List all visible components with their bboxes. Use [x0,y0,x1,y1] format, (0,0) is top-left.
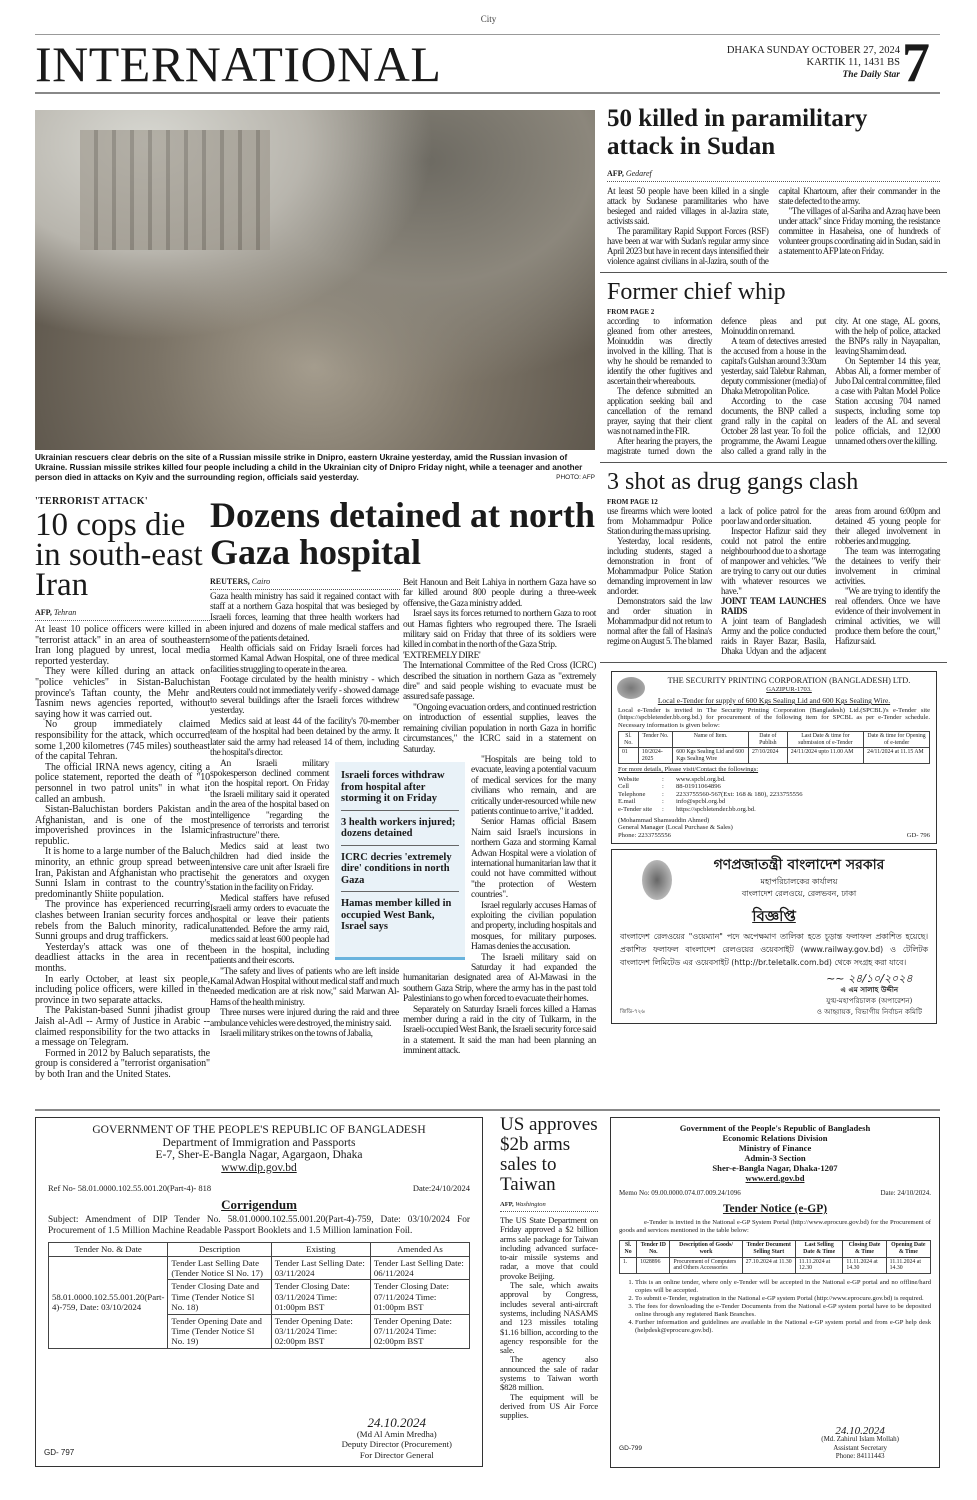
ad-web: www.erd.gov.bd [745,1173,805,1183]
article-body [607,506,940,656]
paragraph: A joint team of Bangladesh Army and the police conducted raids in Rayer Bazar, Basila, Dhaka Udyan and the adjacent areas from around 6:00pm and detained 45 young people for their alleged involvement in robberies and mugging. [721,506,940,656]
signer: (Mohammad Shamsuddin Ahmed) [618,816,710,824]
memo-row [619,1189,931,1197]
designation: Assistant Secretary [833,1443,888,1452]
headline: US approves $2b arms sales to Taiwan [500,1114,598,1195]
paragraph: Yesterday's attack was one of the deadliest attacks in the area in recent months. [35,941,210,974]
photo-caption [35,453,595,483]
paragraph: The paramilitary Rapid Support Forces (RSF) have been at war with Sudan's regular army since April 2023 but have in recent days intensified their violence against civilians in al-Jazira, south of the capital Khartoum, after their commander in the state defected to the army. [607,186,940,266]
ad-intro: Local e-Tender is invited in The Security Printing Corporation (Bangladesh) Ltd.(SPCBL)'s e-Tender site (https://spcbletender.bb.org.bd.) for procurement of the following item for SPCBL as per e-Tender schedule. Necessary information is given below: [618,706,930,729]
ad-title: Local e-Tender for supply of 600 Kgs Sealing Lid and 600 Kgs Sealing Wire. [657,696,891,706]
paragraph: "We are trying to identify the real offenders. Once we have evidence of their involvement in criminal activities, we will produce them before the court," Hafizur said. [835,586,940,646]
note-item: 4. Further information and guidelines are available in the National e-GP system portal and from e-GP help desk (helpdesk@eprocure.gov.bd). [635,1319,931,1335]
paragraph: Demonstrators said the law and order situation in Mohammadpur did not return to normal after the fall of Hasina's regime on August 5. The blamed a lack of police patrol for the poor law and order situation. [607,506,826,646]
ad-subject: Subject: Amendment of DIP Tender No. 58.01.0000.102.55.001.20(Part-4)-759, Date: 03/10/2024 For Procurement of 1.5 Million Machine Readable Passport Booklets and 1.5 Million lamination Foil. [48,1215,470,1236]
agency: AFP, [35,608,52,617]
subhead: 'EXTREMELY DIRE' [403,650,481,661]
contact-row [618,783,930,791]
ad-city: GAZIPUR-1703. [766,685,812,693]
headline: Former chief whip [607,279,786,305]
contact-field: info@spcbl.org.bd [676,798,726,806]
table-cell: 24/11/2024 at 11.15 AM [864,748,930,764]
dateline-place: Cairo [251,577,271,586]
ad-title: Tender Notice (e-GP) [722,1203,828,1215]
table-header: Description [168,1243,271,1256]
article-sudan [607,105,940,266]
table-cell: Tender Last Selling Date (Tender Notice Sl No. 17) [168,1256,271,1280]
paragraph: The US State Department on Friday approved a $2 billion arms sale package for Taiwan including advanced surface-to-air missile systems and radar, a move that could provoke Beijing. [500,1215,598,1281]
note-item: 1. This is an online tender, where only e-Tender will be accepted in the National e-GP portal and no offline/hard copies will be accepted. [635,1279,931,1295]
ad-section: Admin-3 Section [744,1153,806,1163]
paragraph: It is home to a large number of the Baluch minority, an ethnic group spread between Iran, Pakistan and Afghanistan who practise Sunni Islam in contrast to the country's predominantly Shiite population. [35,846,210,900]
ad-address: বাংলাদেশ রেলওয়ে, রেলভবন, ঢাকা [741,889,857,899]
paragraph: "The villages of al-Sariha and Azraq have been under attack" since Friday morning, the resistance committee in Hasaheisa, one of hundreds of volunteer groups coordinating aid in Sudan, said in a statement to AFP late on Friday. [778,206,940,256]
table-header: Existing [271,1243,370,1256]
note-item: 3. The fees for downloading the e-Tender Documents from the National e-GP system portal have to be deposited online through any registered Bank Branches. [635,1303,931,1319]
paragraph: A team of detectives arrested the accused from a house in the capital's Gulshan around 3:30am yesterday, said Talebur Rahman, deputy commissioner (media) of Dhaka Metropolitan Police. [721,336,826,396]
paragraph: Formed in 2012 by Baluch separatists, the group is considered a "terrorist organisation" by both Iran and the United States. [35,1047,210,1080]
article-body [607,186,940,266]
ad-railway-notice [611,849,937,1024]
table-cell: Tender Last Selling Date: 03/11/2024 [271,1256,370,1280]
paragraph: Yesterday, local residents, including students, staged a demonstration in front of Mohammadpur Police Station demanding improvement in law and order. [607,536,712,596]
paragraph: The team was interrogating the detainees to verify their involvement in criminal activities. [835,546,940,586]
kicker: 'TERRORIST ATTACK' [35,496,148,507]
table-cell: 27.10.2024 at 11.30 [742,1257,795,1274]
spcbl-emblem-icon [617,677,645,699]
table-cell: Tender Opening Date and Time (Tender Notice Sl No. 19) [168,1314,271,1348]
paragraph: The sale, which awaits approval by Congress, includes several anti-aircraft systems, including NASAMS and 123 missiles totaling $1.16 billion, according to the agency responsible for the sale. [500,1280,598,1356]
ref-no: Ref No- 58.01.0000.102.55.001.20(Part-4)- 818 [48,1183,212,1193]
signature-block [821,1424,899,1461]
ad-office: মহাপরিচালকের কার্যালয় [760,877,838,887]
article-iran [35,496,210,1081]
tender-table [619,1240,931,1274]
table-cell: Procurement of Computers and Others Accessories [670,1257,742,1274]
table-cell: 10/2024-2025 [638,748,672,764]
table-cell: 1028896 [637,1257,670,1274]
paragraph: use firearms which were looted from Mohammadpur Police Station during the mass uprising. [607,506,712,536]
dateline-place: Washington [515,1201,546,1208]
designation: General Manager (Local Purchase & Sales) [618,824,733,832]
divider [600,662,947,663]
sidebar-highlight: Israeli forces withdraw from hospital after storming it on Friday [341,767,459,811]
table-cell: Tender Closing Date and Time (Tender Notice Sl No. 18) [168,1280,271,1314]
paragraph: At least 50 people have been killed in a single attack by Sudanese paramilitaries who have besieged and raided villages in al-Jazira state, activists said. [607,186,769,226]
signature-scribble: ~~ ২৪/১০/২০২৪ [826,972,913,986]
article-body [500,1216,598,1421]
bangla-date: KARTIK 11, 1431 BS [806,57,900,68]
subhead: JOINT TEAM LAUNCHES RAIDS [721,596,826,616]
ad-title: Corrigendum [221,1197,297,1212]
ad-division: Economic Relations Division [722,1133,828,1143]
paragraph: The Pakistan-based Sunni jihadist group Jaish al-Adl -- Army of Justice in Arabic -- claimed responsibility for the two attacks in a message on Telegram. [35,1005,210,1049]
table-header: Last Selling Date & Time [795,1241,842,1258]
paragraph: "The safety and lives of patients who are left inside Kamal Adwan Hospital without medical staff and much needed medication are at risk now," said Marwan Al-Hams of the health ministry. [210,966,399,1008]
paragraph: They were killed during an attack on "police vehicles" in Sistan-Baluchistan province's Taftan county, the Mehr and Tasnim news agencies reported, without saying how it was carried out. [35,666,210,720]
table-cell: Tender Closing Date: 03/11/2024 Time: 01:00pm BST [271,1280,370,1314]
paragraph: The defence submitted an application seeking bail and cancellation of the remand prayer, saying that their client was not named in the FIR. [607,386,712,436]
photo-credit: PHOTO: AFP [556,474,595,481]
article-body [607,316,940,456]
paragraph: At least 10 police officers were killed in a "terrorist attack" in an area of southeastern Iran long plagued by unrest, local media reported yesterday. [35,624,210,667]
from-page: FROM PAGE 2 [607,308,655,316]
headline: 3 shot as drug gangs clash [607,469,859,495]
article-drug-gangs [607,469,940,656]
byline [210,577,400,590]
for-director: For Director General [359,1449,434,1460]
paragraph: Gaza health ministry has said it regained contact with staff at a northern Gaza hospital that was besieged by Israeli forces, learning that three health workers had been injured and dozens of male medical staffers and some of the patients detained. [210,592,399,644]
contact-field: : [662,775,664,783]
headline: 10 cops die in south-east Iran [35,507,203,603]
table-header: Last Date & time for submission of e-Tender [787,732,863,748]
paragraph: The Israeli military said on Saturday it had expanded the humanitarian designated area of Al-Mawasi in the southern Gaza Strip, where the army has in the past told Palestinians to go when forced to evacuate their homes. [403,952,596,1005]
corrigendum-table [48,1242,470,1349]
paragraph: Medics said at least 44 of the facility's 70-member team of the hospital had been detained by the army. It later said the army had released 14 of them, including the hospital's director. [210,716,399,759]
dateline-place: Gedaref [625,169,652,178]
paragraph: In early October, at least six people, including police officers, were killed in the province in two separate attacks. [35,973,210,1006]
paragraph: According to the case documents, the BNP called a grand rally in the capital on October 28 last year. To foil the programme, the Awami League also called a grand rally in the city. At one stage, AL goons, with the help of police, attacked the BNP's rally in Nayapaltan, leaving Shamim dead. [721,316,940,456]
contact-field: www.spcbl.org.bd. [676,775,726,783]
phone: Phone: 2233755556 [618,831,671,839]
contact-row [618,776,930,784]
note-item: 2. To submit e-Tender, registration in the National e-GP system Portal (http://www.eprocure.gov.bd) is required. [635,1295,931,1303]
table-header: Sl. No. [619,732,639,748]
ad-dip-corrigendum [35,1117,483,1467]
caption-text: Ukrainian rescuers clear debris on the site of a Russian missile strike in Dnipro, eastern Ukraine yesterday, amid the Russian invasion of Ukraine. Russian missile strikes killed four people including a child in the Ukrainian city of Dnipro Friday night, while a teenager and another person died in attacks on Kyiv and the surrounding region, officials said yesterday. [35,453,583,482]
tender-table [618,731,930,764]
paragraph: Three nurses were injured during the raid and three ambulance vehicles were destroyed, the ministry said. [210,1008,399,1029]
table-header: Tender ID No. [637,1241,670,1258]
paragraph: After hearing the prayers, the magistrate turned down the defence pleas and put Moinuddin on remand. [607,316,826,456]
paragraph: Israeli military strikes on the towns of Jabalia, [220,1029,373,1040]
paragraph: Medics said at least two children had died inside the intensive care unit after Israeli fire hit the generators and oxygen station in the facility on Friday. [210,841,329,894]
contact-field: : [662,798,664,806]
ad-address: Sher-e-Bangla Nagar, Dhaka-1207 [712,1163,838,1173]
paragraph: "Hospitals are being told to evacuate, leaving a potential vacuum of medical services for the many civilians who remain, and are critically under-resourced while new patients continue to arrive," it added. [471,754,596,817]
designation-2: ও আহ্বায়ক, বিভাগীয় নির্বাচন কমিটি [816,1007,922,1017]
memo-no: Memo No: 09.00.0000.074.07.009.24/1096 [619,1189,741,1197]
paragraph: An Israeli military spokesperson declined comment on the hospital report. On Friday the Israeli military said it operated in the area of the hospital based on intelligence "regarding the presence of terrorists and terrorist infrastructure" there. [210,758,329,842]
table-cell: 1. [620,1257,637,1274]
signature-block [341,1415,452,1460]
sidebar-highlight: Hamas member killed in occupied West Bank, Israel says [341,898,452,932]
paragraph: The International Committee of the Red Cross (ICRC) described the situation in northern Gaza as "extremely dire" and said people wishing to evacuate must be assured safe passage. [403,661,596,703]
ref-date: Date:24/10/2024 [412,1183,470,1193]
table-cell: 01 [619,748,639,764]
paragraph: Israel regularly accuses Hamas of exploiting the civilian population and property, including hospitals and mosques, for military purposes. Hamas denies the accusation. [471,900,596,953]
ad-ministry: Ministry of Finance [738,1143,812,1153]
table-cell: 11.11.2024 at 14.30 [886,1257,930,1274]
paragraph: Separately on Saturday Israeli forces killed a Hamas member during a raid in the city of Tulkarm, in the Israeli-occupied West Bank, the Israeli security force said in a statement. It said the man had been planning an imminent attack. [403,1004,596,1057]
ad-intro: e-Tender is invited in the National e-GP System Portal (http://www.eprocure.gov.bd) for the Procurement of goods and services mentioned in the table below: [619,1219,931,1234]
ad-gov: গণপ্রজাতন্ত্রী বাংলাদেশ সরকার [713,857,885,874]
divider [600,462,947,463]
paragraph: The official IRNA news agency, citing a police statement, reported the death of "10 personnel in two patrol units" in what it called an ambush. [35,761,210,805]
table-header: Tender No. & Date [49,1243,168,1256]
contact-field: 2233755560-567(Ext: 168 & 180), 2233755556 [676,790,803,798]
paragraph: Footage circulated by the health ministry - which Reuters could not immediately verify - showed damage to several buildings after the Israeli forces withdrew yesterday. [210,675,399,717]
table-cell: 11.11.2024 at 14.30 [843,1257,886,1274]
paragraph: Health officials said on Friday Israeli forces had stormed Kamal Adwan Hospital, one of three medical facilities struggling to operate in the area. [210,644,399,675]
paragraph: No group immediately claimed responsibility for the attack, which occurred some 1,200 kilometres (745 miles) southeast of the capital Tehran. [35,719,210,763]
contact-row [618,798,930,806]
paragraph: On September 14 this year, Abbas Ali, a former member of Jubo Dal central committee, filed a case with Paltan Model Police Station accusing 704 named suspects, including some top leaders of the AL and several police officials, and 12,000 unnamed others over the killing. [835,356,941,446]
ad-gov: Government of the People's Republic of Bangladesh [679,1123,871,1133]
headline: 50 killed in paramilitary attack in Sudan [607,105,868,160]
photo-building [80,130,270,250]
table-header: Opening Date & Time [886,1241,930,1258]
contact-field: : [662,783,664,791]
contact-field: Telephone [618,790,646,798]
table-header: Sl. No [620,1241,637,1258]
more-details: For more details, Please visit/Contact the followings: [618,766,759,774]
paragraph: Beit Hanoun and Beit Lahiya in northern Gaza have so far killed around 800 people during a three-week offensive, the Gaza ministry added. [403,578,596,609]
ad-code: GD- 797 [44,1448,75,1457]
contact-field: : [662,790,664,798]
agency: REUTERS, [210,577,250,586]
table-header: Date of Publish [749,732,788,748]
signer: (Md. Zahirul Islam Mollah) [821,1435,899,1444]
table-cell: Tender Opening Date: 07/11/2024 Time: 02:00pm BST [370,1314,469,1348]
ad-erd-tender [610,1117,940,1468]
table-header: Closing Date & Time [843,1241,886,1258]
paragraph: Sistan-Baluchistan borders Pakistan and Afghanistan, and is one of the most impoverished provinces in the Islamic republic. [35,804,210,847]
paragraph: Israel says its forces returned to northern Gaza to root out Hamas fighters who regrouped there. The Israeli military said on Friday that three of its soldiers were killed in combat in the north of the Gaza Strip. [403,609,596,651]
contact-field: : [662,806,664,814]
ad-web: www.dip.gov.bd [221,1161,297,1174]
ad-body: বাংলাদেশ রেলওয়ের "ওয়েম্যান" পদে অপেক্ষমাণ তালিকা হতে চূড়ান্ত ফলাফল প্রকাশিত হয়েছে। প্রকাশিত ফলাফল বাংলাদেশ রেলওয়ের ওয়েবসাইট (www.railway.gov.bd) ও টেলিটক বাংলাদেশ লিমিটেড এর ওয়েবসাইট (http://br.teletalk.com.bd) থেকে সংগ্রহ করা যাবে। [620,932,928,968]
memo-date: Date: 24/10/2024. [880,1189,931,1197]
contact-field: e-Tender site [618,806,653,814]
phone: Phone: 84111443 [835,1452,885,1461]
table-cell: 24/11/2024 upto 11.00 AM [787,748,863,764]
signature-block [817,973,922,1017]
contact-field: https://spcbletender.bb.org.bd. [676,806,756,814]
dateline-block [700,45,900,81]
contact-field: Website [618,775,640,783]
contact-field: E.mail [618,798,636,806]
paragraph: Inspector Hafizur said they could not patrol the entire neighbourhood due to a shortage of manpower and vehicles. "We are trying to carry out our duties with whatever resources we have." [721,526,826,596]
dateline-place: Tehran [53,608,77,617]
section-title: INTERNATIONAL [35,36,442,92]
ad-title: বিজ্ঞপ্তি [752,907,796,926]
ad-footer [620,973,928,1017]
paragraph: The province has experienced recurring clashes between Iranian security forces and rebels from the Baluch minority, radical Sunni groups and drug traffickers. [35,899,210,943]
right-column [607,105,940,1024]
contact-row [618,806,930,814]
designation: যুগ্ম-মহাপরিচালক (অপারেশন) [826,996,913,1006]
dateline: DHAKA SUNDAY OCTOBER 27, 2024 [726,45,900,56]
divider [600,272,947,273]
paragraph: Medical staffers have refused Israeli army orders to evacuate the hospital or leave their patients unattended. Before the army raid, medics said at least 600 people had been in the hospital, including patients and their escorts. [210,893,329,967]
gaza-highlights-sidebar [335,762,465,960]
from-page: FROM PAGE 12 [607,498,658,506]
signer: এ এম সালাহ উদ্দীন [840,985,899,995]
ad-spcbl-tender [611,671,937,844]
page-number: 7 [902,32,930,94]
ad-code: GD-799 [619,1445,643,1452]
sidebar-highlight: ICRC decries 'extremely dire' conditions in north Gaza [341,849,459,893]
table-cell: 600 Kgs Sealing Lid and 600 Kgs Sealing Wire [673,748,749,764]
table-header: Date & time for Opening of e-tender [864,732,930,748]
contact-row [618,791,930,799]
paragraph: "Ongoing evacuation orders, and continued restriction on introduction of essential supplies, leaves the remaining civilian population in north Gaza in horrific circumstances," the ICRC said in a statement on Saturday. [403,702,596,755]
byline [607,169,940,182]
signature-scribble: 24.10.2024 [835,1424,885,1437]
byline [35,608,210,621]
table-cell: 11.11.2024 at 12.30 [795,1257,842,1274]
ad-address: E-7, Sher-E-Bangla Nagar, Agargaon, Dhaka [155,1149,363,1161]
paragraph: Senior Hamas official Basem Naim said Israel's incursions in northern Gaza and storming Kamal Adwan Hospital were a violation of international humanitarian law that it could not have committed without "the protection of Western countries". [471,817,596,901]
designation: Deputy Director (Procurement) [341,1439,452,1449]
paragraph: The equipment will be derived from US Air Force supplies. [500,1391,598,1421]
paper-logo: The Daily Star [842,70,900,80]
article-taiwan [500,1115,598,1421]
agency: AFP, [607,169,624,178]
paragraph: according to information gleaned from other arrestees, Moinuddin was directly involved in the killing. That is why he should be remanded to identify the other fugitives and ascertain their whereabouts. [607,316,712,386]
ad-gov: GOVERNMENT OF THE PEOPLE'S REPUBLIC OF BANGLADESH [92,1124,426,1136]
ad-code: জিডি-৭২৬ [620,1009,645,1016]
byline [500,1201,598,1212]
table-header: Tender Document Selling Start [742,1241,795,1258]
table-header: Name of Item. [673,732,749,748]
ad-code: GD- 796 [906,831,930,839]
contact-field: Cell [618,783,629,791]
table-cell: 27/10/2024 [749,748,788,764]
article-chief-whip [607,279,940,456]
section-label: City [480,14,497,24]
paragraph: The agency also announced the sale of radar systems to Taiwan worth $828 million. [500,1354,598,1393]
table-header: Description of Goods/ work [670,1241,742,1258]
sidebar-highlight: 3 health workers injured; dozens detained [341,814,459,846]
table-header: Amended As [370,1243,469,1256]
ref-row [48,1183,470,1194]
table-row [49,1256,470,1280]
agency: AFP, [500,1201,514,1208]
table-cell: Tender Last Selling Date: 06/11/2024 [370,1256,469,1280]
signature-scribble: 24.10.2024 [367,1415,427,1430]
signer: (Md Al Amin Mredha) [356,1428,437,1439]
ad-dept: Department of Immigration and Passports [162,1136,356,1149]
headline: Dozens detained at north Gaza hospital [210,495,595,572]
ad-org: THE SECURITY PRINTING CORPORATION (BANGLADESH) LTD. [667,676,911,685]
table-header: Tender No. [638,732,672,748]
table-cell: Tender Closing Date: 07/11/2024 Time: 01:00pm BST [370,1280,469,1314]
tender-no-cell: 58.01.0000.102.55.001.20(Part-4)-759, Date: 03/10/2024 [49,1256,168,1348]
article-body [35,625,210,1081]
contact-field: 88-01911064896 [676,783,721,791]
phone-row [618,832,930,840]
table-cell: Tender Opening Date: 03/11/2024 Time: 02:00pm BST [271,1314,370,1348]
